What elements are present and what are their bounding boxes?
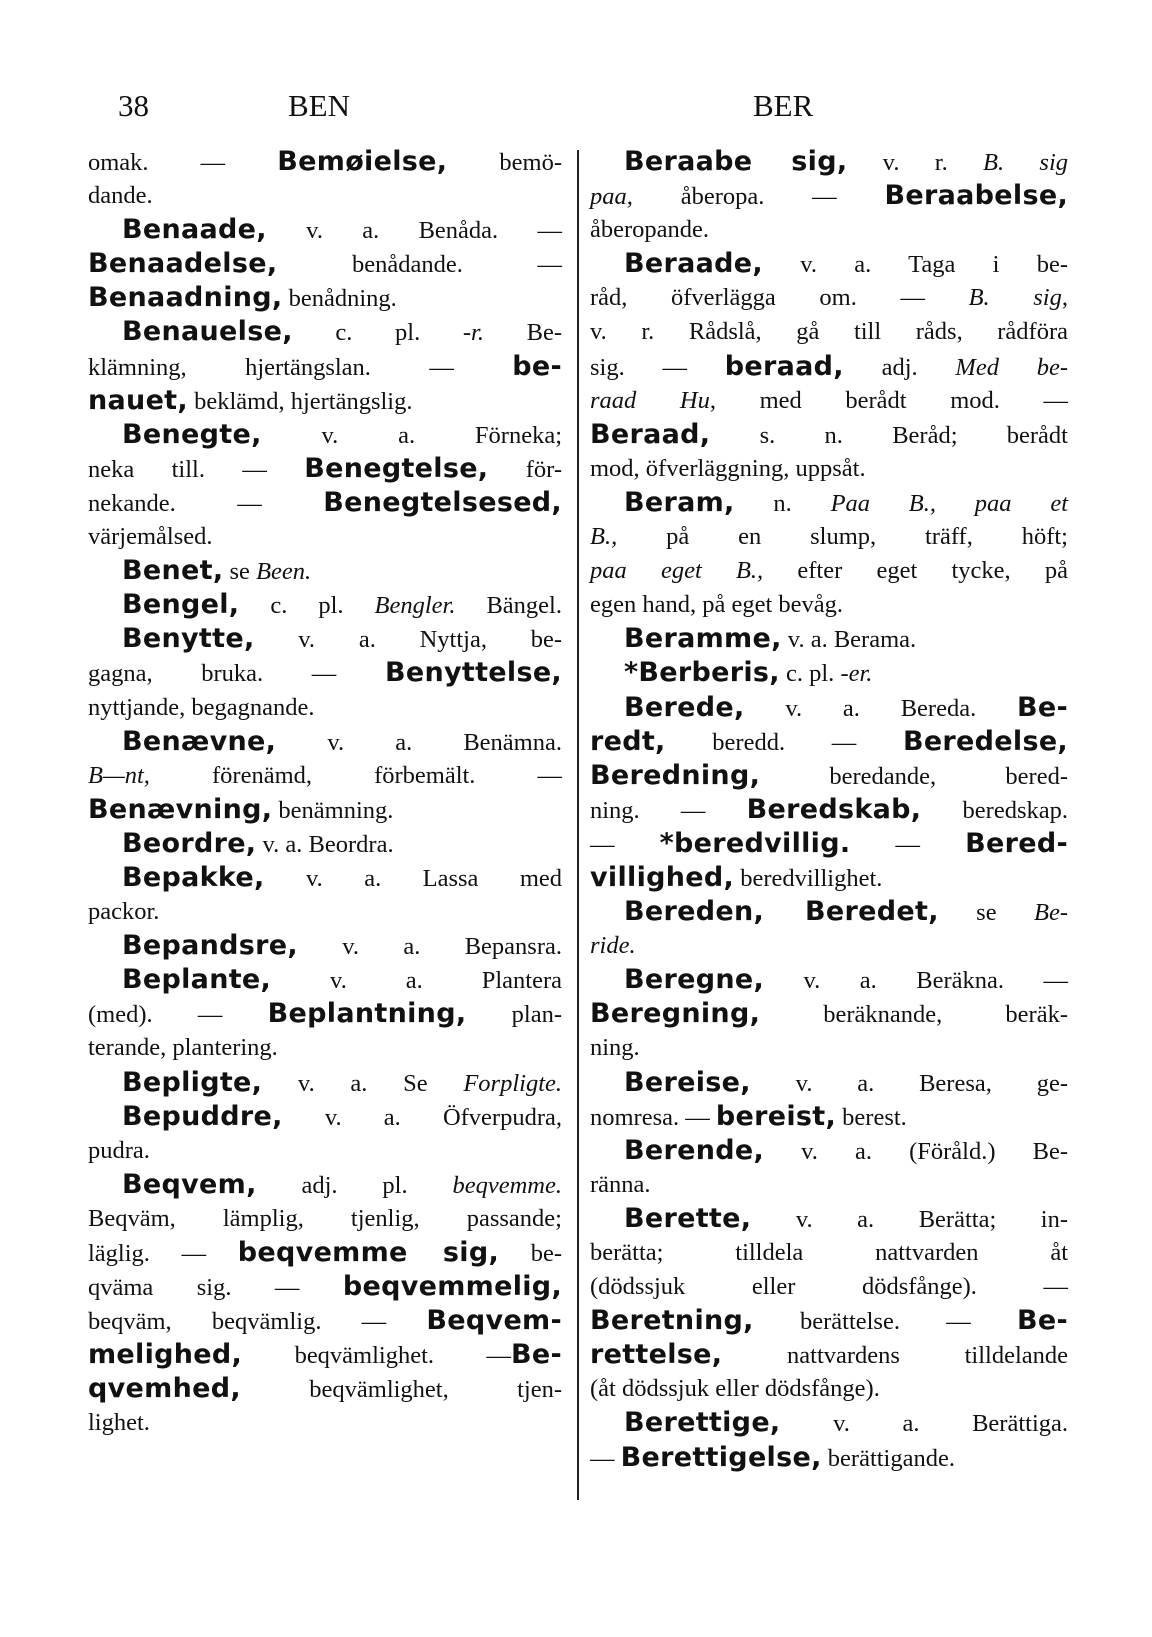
text-line [88,213,562,247]
italic-text: B—nt, [88,761,150,789]
text-line [590,520,1068,554]
definition-text: (med). — [88,1001,268,1029]
headword: Beramme, [624,623,782,655]
definition-text: förenämd, förbemält. — [149,761,562,789]
text-line [590,350,1068,384]
definition-text: berättigande. [821,1444,955,1472]
definition-text: v. r. [847,149,984,176]
definition-text: omak. — [88,149,278,176]
headword: Benævning, [88,793,273,825]
text-line [590,656,1068,690]
text-line [88,486,562,520]
text-line [590,486,1068,520]
headword: Bemøielse, [277,146,448,177]
text-line [590,725,1068,759]
italic-text: -er. [840,660,873,688]
text-line [88,247,562,281]
italic-text: Med be- [955,353,1069,381]
definition-text: v. a. Benåda. — [266,217,562,245]
text-line [88,1202,562,1236]
text-line [590,827,1068,861]
text-line [88,929,562,963]
definition-text: v. a. Berätta; in- [751,1205,1068,1233]
text-line [590,622,1068,656]
definition-text: s. n. Beråd; berådt [710,421,1068,449]
headword: Beregning, [590,998,761,1030]
italic-text: B. sig [983,149,1069,176]
headword: Beredning, [590,759,761,791]
definition-text: råd, öfverlägga om. — [590,284,969,312]
definition-text: v. a. Förneka; [261,421,562,449]
headword: Beredelse, [902,725,1068,757]
text-line [590,247,1068,281]
italic-text: paa, [590,183,633,211]
text-line [88,1338,562,1372]
text-line [590,759,1068,793]
headword: Berettige, [624,1407,781,1439]
text-line [88,350,562,384]
definition-text: (dödssjuk eller dödsfånge). — [590,1273,1068,1301]
definition-text: — [590,830,660,858]
headword: villighed, [590,861,735,893]
text-line [88,179,562,213]
text-line [88,452,562,486]
definition-text: v. a. Plantera [271,967,562,995]
text-line [88,622,562,656]
italic-text: B. sig, [968,284,1068,312]
headword: Benegte, [122,418,262,450]
definition-text: v. a. Berama. [781,626,917,654]
headword: Be- [511,1339,562,1371]
text-line [88,793,562,827]
text-line [88,861,562,895]
definition-text: ning. — [590,796,747,824]
definition-text: v. a. Beresa, ge- [750,1069,1068,1097]
definition-text: efter eget tycke, på [763,557,1068,585]
text-line [590,179,1068,213]
headword: Beplantning, [267,998,467,1030]
text-line [590,213,1068,247]
headword: Benegtelse, [304,452,489,484]
text-line [590,929,1068,963]
headword: Bepligte, [122,1066,263,1098]
italic-text: ride. [590,932,636,960]
headword: Beqvem- [426,1305,562,1337]
headword: Bepakke, [122,861,265,893]
definition-text: plan- [466,1001,563,1029]
text-line [590,1304,1068,1338]
definition-text: c. pl. [779,660,841,688]
definition-text: mod, öfverläggning, uppsåt. [590,454,866,482]
text-line [88,725,562,759]
text-line [590,1031,1068,1065]
headword: Bepuddre, [122,1100,283,1132]
text-line [590,281,1068,315]
definition-text: se [938,899,1034,927]
definition-text: v. a. Berättiga. [780,1410,1068,1438]
headword: *beredvillig. [659,827,851,859]
text-line [88,588,562,622]
definition-text: adj. pl. [256,1171,453,1199]
text-line [590,1202,1068,1236]
headword: Berede, [624,691,745,723]
text-line [590,588,1068,622]
text-line [88,1406,562,1440]
right-column [590,145,1068,1475]
text-line [590,315,1068,349]
definition-text: qväma sig. — [88,1274,343,1302]
definition-text: med berådt mod. — [715,386,1068,414]
text-line [590,997,1068,1031]
running-header [118,88,1052,132]
definition-text: nomresa. — [590,1103,716,1131]
text-line [590,1100,1068,1134]
italic-text: paa eget B., [590,557,764,585]
headword: Beraabe sig, [624,146,848,177]
text-line [590,1236,1068,1270]
definition-text: v. a. (Föråld.) Be- [764,1137,1068,1165]
definition-text: v. a. Bereda. [744,694,1017,722]
italic-text: Paa B., paa et [830,489,1068,517]
text-line [590,1441,1068,1475]
text-line [590,691,1068,725]
headword: Beregne, [624,964,765,996]
headword: Beordre, [122,827,257,859]
headword: Benaadelse, [88,248,278,280]
definition-text: v. r. Rådslå, gå till råds, rådföra [590,318,1068,346]
definition-text: beredvillighet. [734,864,883,892]
headword: Be- [1017,1305,1068,1337]
italic-text: beqvemme. [452,1171,562,1199]
italic-text: Bengler. [374,592,456,620]
headword: Benytte, [122,623,255,655]
text-line [590,963,1068,997]
definition-text: neka till. — [88,455,305,483]
headword: *Berberis, [624,657,780,689]
definition-text: v. a. Benämna. [276,728,562,756]
headword: Berettigelse, [620,1441,822,1473]
text-line [88,1100,562,1134]
headword: Beretning, [590,1305,754,1337]
headword: Berende, [624,1134,765,1166]
headword: Be- [1017,691,1068,723]
headword: nauet, [88,384,188,416]
definition-text: för- [488,455,562,483]
text-line [590,1338,1068,1372]
definition-text: v. a. Lassa med [264,864,562,892]
headword: melighed, [88,1339,243,1371]
italic-text: B., [590,523,618,551]
definition-text: beredskap. [921,796,1068,824]
definition-text: v. a. Beordra. [256,830,394,858]
italic-text: Been. [256,558,312,586]
definition-text: packor. [88,898,160,926]
headword: Bereden, Beredet, [624,896,939,928]
text-line [88,520,562,554]
definition-text: — [850,830,966,858]
headword: Benaade, [122,214,267,246]
page-number: 38 [118,88,149,123]
definition-text: pudra. [88,1136,150,1164]
headword: Benyttelse, [384,657,562,689]
definition-text: c. pl. [292,319,463,347]
definition-text: beqvämlighet, tjen- [240,1376,562,1404]
text-line [590,452,1068,486]
definition-text: adj. [843,353,956,381]
definition-text: åberopa. — [632,183,885,211]
text-line [88,315,562,349]
definition-text: Beqväm, lämplig, tjenlig, passande; [88,1204,562,1232]
text-line [590,145,1068,179]
headword: Bereise, [624,1066,751,1098]
text-line [88,827,562,861]
definition-text: egen hand, på eget bevåg. [590,591,844,619]
definition-text: lighet. [88,1409,150,1437]
italic-text: Be- [1033,899,1068,927]
definition-text: beqvämlighet. — [242,1342,511,1370]
text-line [88,895,562,929]
headword: beqvemme sig, [237,1237,500,1268]
text-line [590,418,1068,452]
text-line [88,418,562,452]
text-line [88,656,562,690]
headword: Benegtelsesed, [323,486,562,518]
text-line [88,997,562,1031]
left-column [88,145,562,1441]
definition-text: benämning. [272,796,394,824]
headword: Beraade, [624,248,763,280]
headword: Benaadning, [88,282,283,314]
headword: Beplante, [122,964,272,996]
headword: beqvemmelig, [342,1271,562,1303]
text-line [590,861,1068,895]
text-line [590,1066,1068,1100]
definition-text: ning. [590,1034,640,1062]
text-line [88,1236,562,1270]
text-line [88,759,562,793]
text-line [590,1134,1068,1168]
headword: Bered- [965,827,1069,859]
column-divider [577,150,579,1500]
headword: be- [512,350,562,382]
definition-text: n. [734,489,831,517]
definition-text: v. a. Nyttja, be- [254,626,562,654]
definition-text: beklämd, hjertängslig. [187,387,413,415]
definition-text: berest. [836,1103,907,1131]
definition-text: se [223,558,257,586]
definition-text: på en slump, träff, höft; [617,523,1068,551]
definition-text: benådande. — [277,251,562,279]
definition-text: Be- [483,319,562,347]
definition-text: berättelse. — [753,1308,1017,1336]
definition-text: beredande, bered- [760,762,1068,790]
text-line [88,281,562,315]
headword: Beram, [624,486,735,518]
headword: Beredskab, [746,793,922,825]
text-line [590,1406,1068,1440]
text-line [88,1372,562,1406]
headword: beraad, [724,350,844,382]
definition-text: terande, plantering. [88,1034,278,1062]
text-line [590,1270,1068,1304]
text-line [88,1270,562,1304]
definition-text: sig. — [590,353,725,381]
headword: Benævne, [122,725,277,757]
italic-text: raad Hu, [590,386,716,414]
definition-text: beqväm, beqvämlig. — [88,1308,427,1336]
text-line [590,1372,1068,1406]
text-line [590,1168,1068,1202]
text-line [590,384,1068,418]
headword: redt, [590,725,666,757]
italic-text: -r. [462,319,484,347]
guide-word-right: BER [753,88,814,123]
definition-text: nattvardens tilldelande [722,1342,1068,1370]
definition-text: gagna, bruka. — [88,660,385,688]
definition-text: nyttjande, begagnande. [88,693,315,721]
headword: Bepandsre, [122,930,298,962]
text-line [88,691,562,725]
definition-text: bemö- [447,149,563,176]
definition-text: läglig. — [88,1240,238,1267]
definition-text: värjemålsed. [88,523,213,551]
definition-text: v. a. Taga i be- [762,251,1068,279]
guide-word-left: BEN [288,88,350,123]
definition-text: be- [499,1240,562,1267]
headword: Bengel, [122,589,240,621]
text-line [88,554,562,588]
definition-text: v. a. Beräkna. — [764,967,1068,995]
text-line [88,145,562,179]
definition-text: ränna. [590,1170,651,1198]
definition-text: Bängel. [455,592,562,620]
definition-text: v. a. Öfverpudra, [282,1103,562,1131]
text-line [590,895,1068,929]
headword: Beraabelse, [884,180,1068,212]
headword: Benauelse, [122,316,293,348]
text-line [88,1134,562,1168]
definition-text: benådning. [282,285,397,313]
definition-text: c. pl. [239,592,375,620]
headword: Benet, [122,555,224,587]
text-line [88,1066,562,1100]
definition-text: dande. [88,182,153,210]
definition-text: v. a. Se [262,1069,464,1097]
definition-text: beredd. — [665,728,903,756]
italic-text: Forpligte. [463,1069,562,1097]
text-line [88,384,562,418]
definition-text: — [590,1444,621,1472]
definition-text: berätta; tilldela nattvarden åt [590,1239,1068,1266]
headword: Beraad, [590,418,711,450]
headword: bereist, [715,1100,837,1132]
definition-text: nekande. — [88,489,324,517]
headword: Beqvem, [122,1168,257,1200]
definition-text: (åt dödssjuk eller dödsfånge). [590,1375,880,1403]
definition-text: beräknande, beräk- [760,1001,1068,1029]
text-line [88,1168,562,1202]
text-line [590,554,1068,588]
definition-text: åberopande. [590,216,710,244]
headword: qvemhed, [88,1373,241,1405]
text-line [88,1304,562,1338]
headword: Berette, [624,1202,752,1234]
text-line [590,793,1068,827]
definition-text: v. a. Bepansra. [297,933,562,961]
definition-text: klämning, hjertängslan. — [88,353,513,381]
headword: rettelse, [590,1339,723,1371]
text-line [88,1031,562,1065]
text-line [88,963,562,997]
